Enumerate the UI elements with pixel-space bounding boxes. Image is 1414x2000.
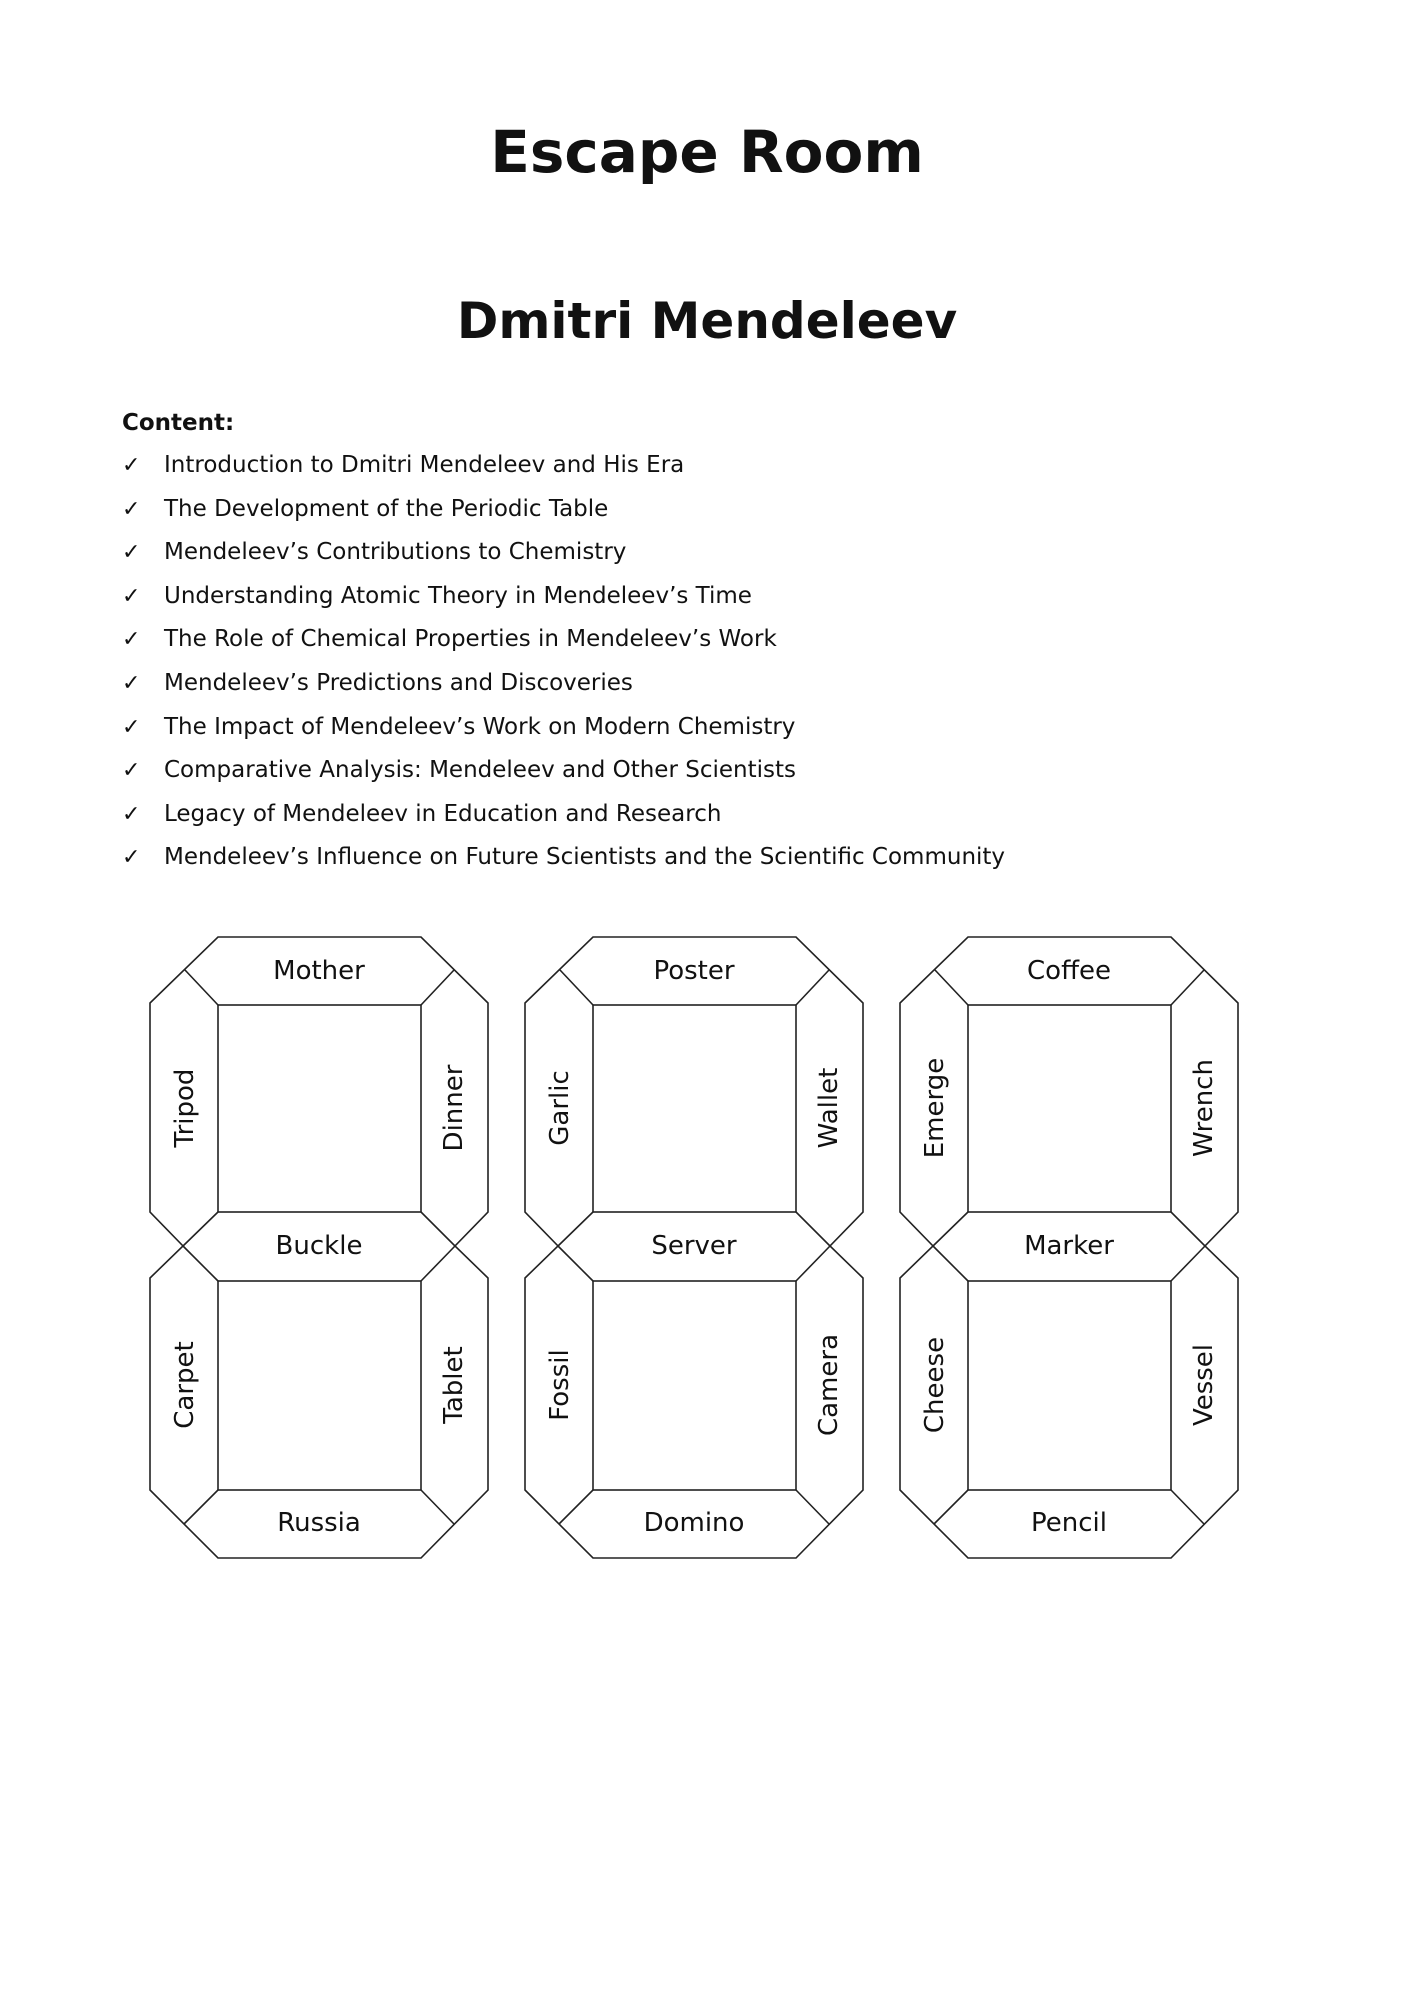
- puzzle-word-lower-right: Tablet: [439, 1346, 469, 1424]
- puzzle-figure: [525, 937, 863, 1558]
- list-item-text: Introduction to Dmitri Mendeleev and His Era: [164, 452, 685, 478]
- puzzle-divider-line: [1171, 1490, 1204, 1524]
- puzzle-word-middle: Marker: [1024, 1231, 1114, 1261]
- page-subtitle: Dmitri Mendeleev: [456, 292, 958, 350]
- puzzle-divider-line: [421, 1490, 454, 1524]
- puzzle-square-lower: [593, 1281, 796, 1490]
- puzzle-divider-line: [185, 970, 218, 1005]
- puzzle-word-lower-left: Fossil: [545, 1349, 575, 1421]
- list-item-text: The Development of the Periodic Table: [164, 495, 609, 522]
- puzzle-square-lower: [218, 1281, 421, 1490]
- puzzle-square-lower: [968, 1281, 1171, 1490]
- puzzle-word-upper-left: Tripod: [170, 1068, 200, 1148]
- puzzle-word-top: Coffee: [1027, 956, 1111, 986]
- list-item-text: Mendeleev’s Contributions to Chemistry: [164, 539, 627, 566]
- puzzle-word-lower-left: Cheese: [920, 1336, 950, 1434]
- check-icon: ✓: [122, 801, 141, 827]
- puzzle-divider-line: [1171, 970, 1204, 1005]
- check-icon: ✓: [122, 496, 141, 522]
- puzzle-divider-line: [560, 970, 593, 1005]
- check-icon: ✓: [122, 453, 141, 478]
- puzzle-square-upper: [593, 1005, 796, 1212]
- puzzle-divider-line: [796, 970, 829, 1005]
- puzzle-word-top: Poster: [653, 956, 735, 986]
- puzzle-word-upper-left: Emerge: [920, 1057, 950, 1159]
- puzzle-divider-line: [934, 1490, 968, 1524]
- check-icon: ✓: [122, 583, 141, 609]
- check-icon: ✓: [122, 627, 141, 653]
- puzzle-square-upper: [218, 1005, 421, 1212]
- check-icon: ✓: [122, 670, 141, 696]
- puzzle-divider-line: [933, 1212, 968, 1246]
- list-item-text: The Role of Chemical Properties in Mendeleev’s Work: [164, 626, 777, 653]
- check-icon: ✓: [122, 758, 141, 784]
- puzzle-divider-line: [184, 1490, 218, 1524]
- puzzle-word-top: Mother: [273, 956, 365, 986]
- content-heading: Content:: [122, 410, 235, 436]
- puzzle-word-bottom: Domino: [643, 1508, 745, 1538]
- puzzle-divider-line: [421, 1212, 455, 1246]
- puzzle-word-bottom: Russia: [277, 1508, 361, 1538]
- puzzle-word-bottom: Pencil: [1031, 1508, 1107, 1538]
- puzzle-divider-line: [933, 1246, 968, 1281]
- puzzle-word-upper-right: Wallet: [814, 1067, 844, 1149]
- puzzle-divider-line: [935, 970, 968, 1005]
- puzzle-word-upper-right: Wrench: [1189, 1059, 1219, 1157]
- puzzle-divider-line: [559, 1490, 593, 1524]
- puzzle-square-upper: [968, 1005, 1171, 1212]
- puzzle-divider-line: [796, 1212, 830, 1246]
- puzzle-divider-line: [558, 1246, 593, 1281]
- list-item-text: Comparative Analysis: Mendeleev and Other Scientists: [164, 757, 796, 784]
- puzzle-divider-line: [1171, 1212, 1205, 1246]
- puzzle-divider-line: [796, 1490, 829, 1524]
- puzzle-word-upper-right: Dinner: [439, 1064, 469, 1152]
- puzzle-divider-line: [1171, 1246, 1205, 1281]
- list-item-text: The Impact of Mendeleev’s Work on Modern Chemistry: [164, 713, 796, 740]
- list-item-text: Understanding Atomic Theory in Mendeleev’s Time: [164, 582, 752, 609]
- puzzle-word-lower-right: Camera: [814, 1333, 844, 1437]
- puzzle-word-lower-right: Vessel: [1189, 1343, 1219, 1427]
- puzzle-divider-line: [183, 1246, 218, 1281]
- puzzle-word-middle: Server: [651, 1231, 737, 1261]
- puzzle-divider-line: [421, 970, 454, 1005]
- check-icon: ✓: [122, 714, 141, 740]
- page-title: Escape Room: [490, 118, 924, 186]
- puzzle-divider-line: [183, 1212, 218, 1246]
- puzzle-figure: [900, 937, 1238, 1558]
- puzzle-figure: [150, 937, 488, 1558]
- puzzle-divider-line: [421, 1246, 455, 1281]
- list-item-text: Mendeleev’s Predictions and Discoveries: [164, 669, 633, 696]
- puzzle-word-lower-left: Carpet: [170, 1341, 200, 1429]
- check-icon: ✓: [122, 540, 141, 566]
- puzzle-divider-line: [558, 1212, 593, 1246]
- puzzle-word-middle: Buckle: [275, 1231, 363, 1261]
- list-item-text: Legacy of Mendeleev in Education and Research: [164, 800, 722, 827]
- check-icon: ✓: [122, 845, 141, 871]
- list-item-text: Mendeleev’s Influence on Future Scientists and the Scientific Community: [164, 844, 1006, 871]
- puzzle-divider-line: [796, 1246, 830, 1281]
- puzzle-word-upper-left: Garlic: [545, 1070, 575, 1146]
